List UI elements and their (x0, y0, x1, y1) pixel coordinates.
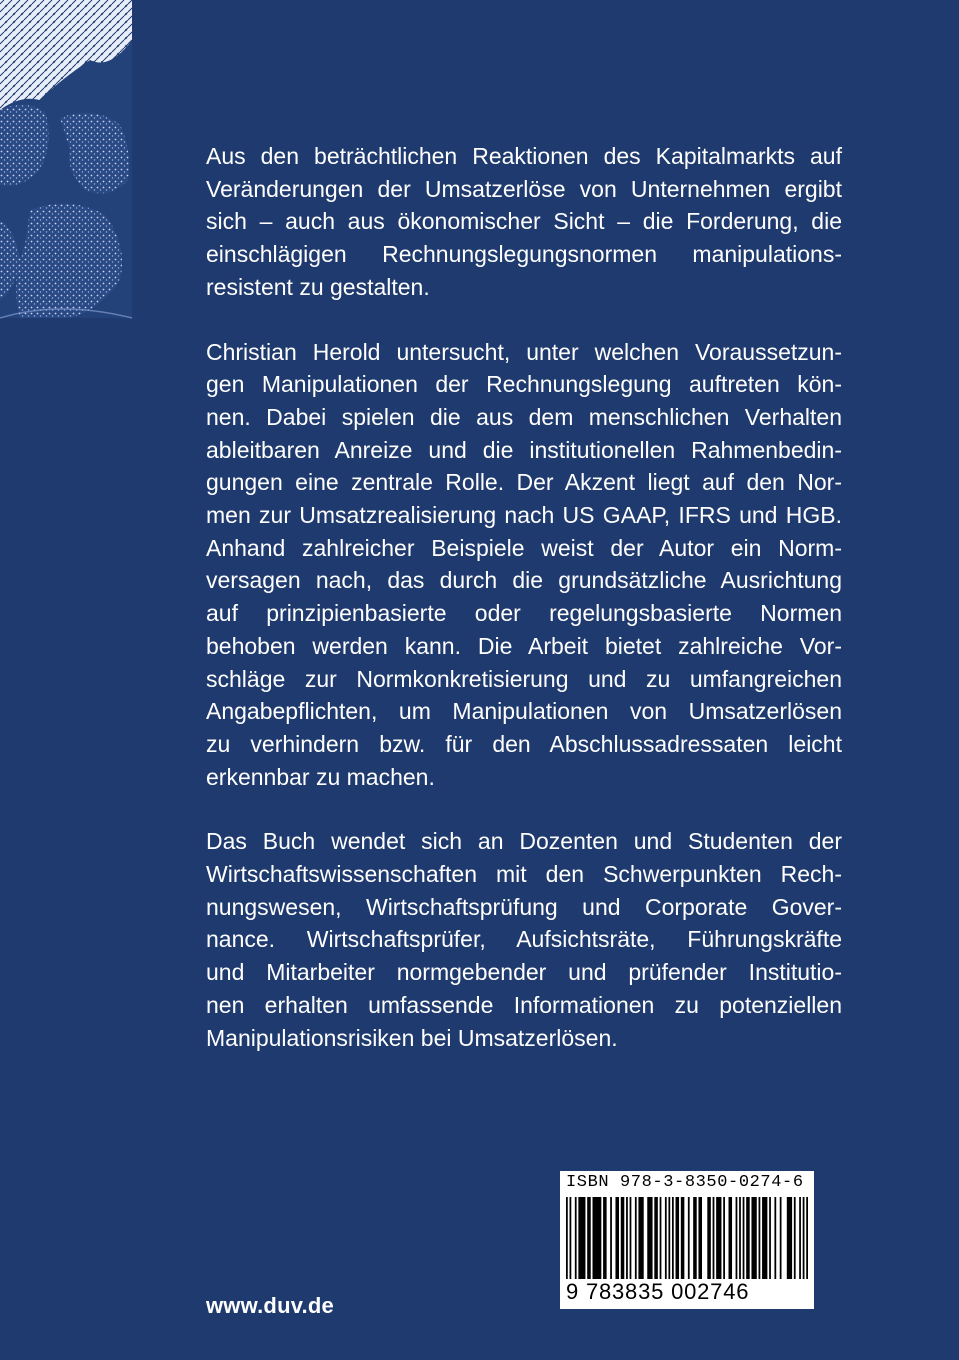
barcode-bar (806, 1197, 808, 1279)
text-line: nungswesen, Wirtschaftsprüfung und Corporate Gover- (206, 893, 842, 920)
barcode-bar (698, 1197, 702, 1279)
publisher-website: www.duv.de (206, 1293, 334, 1318)
barcode-bar (654, 1197, 658, 1279)
text-line: schläge zur Normkonkretisierung und zu umfangreichen (206, 665, 842, 692)
barcode-bar (593, 1197, 602, 1279)
barcode-bar (566, 1197, 568, 1279)
isbn-barcode (560, 1171, 814, 1309)
barcode-bar (672, 1197, 674, 1279)
text-line: Christian Herold untersucht, unter welchen Voraussetzun- (206, 338, 842, 365)
barcode-bar (603, 1197, 607, 1279)
text-line: resistent zu gestalten. (206, 273, 430, 300)
barcode-bar (610, 1197, 612, 1279)
world-map-graphic (0, 0, 136, 393)
barcode-bar (578, 1197, 585, 1279)
barcode-bar (799, 1197, 801, 1279)
barcode-bar (759, 1197, 761, 1279)
barcode-bar (681, 1197, 685, 1279)
text-line: erkennbar zu machen. (206, 763, 435, 790)
text-line: auf prinzipienbasierte oder regelungsbasierte Normen (206, 600, 842, 627)
barcode-bar (668, 1197, 670, 1279)
barcode-bars (566, 1197, 808, 1279)
text-line: Aus den beträchtlichen Reaktionen des Kapitalmarkts auf (206, 143, 842, 169)
text-line: sich – auch aus ökonomischer Sicht – die Forderung, die (206, 208, 842, 235)
barcode-bar (570, 1197, 572, 1279)
ean-digits: 9 783835 002746 (566, 1279, 750, 1304)
text-line: gen Manipulationen der Rechnungslegung auftreten kön- (206, 371, 842, 398)
text-line: men zur Umsatzrealisierung nach US GAAP, IFRS und HGB. (206, 502, 842, 529)
text-line: Manipulationsrisiken bei Umsatzerlösen. (206, 1024, 618, 1051)
barcode-bar (621, 1197, 625, 1279)
text-line: Das Buch wendet sich an Dozenten und Studenten der (206, 828, 842, 855)
text-line: nen erhalten umfassende Informationen zu potenziellen (206, 991, 842, 1018)
barcode-bar (794, 1197, 796, 1279)
text-line: nance. Wirtschaftsprüfer, Aufsichtsräte, Führungskräfte (206, 926, 842, 953)
text-line: einschlägigen Rechnungslegungsnormen manipulations- (206, 241, 842, 268)
barcode-bar (743, 1197, 745, 1279)
barcode-bar (769, 1197, 771, 1279)
barcode-bar (803, 1197, 805, 1279)
text-line: versagen nach, das durch die grundsätzliche Ausrichtung (206, 567, 842, 594)
barcode-bar (746, 1197, 750, 1279)
barcode-bar (762, 1197, 767, 1279)
blurb-paragraph-3 (206, 825, 842, 1054)
barcode-bar (615, 1197, 619, 1279)
text-line: Anhand zahlreicher Beispiele weist der Autor ein Norm- (206, 534, 842, 561)
text-line: ableitbaren Anreize und die institutionellen Rahmenbedin- (206, 436, 842, 463)
barcode-bar (638, 1197, 643, 1279)
barcode-bar (723, 1197, 725, 1279)
text-line: behoben werden kann. Die Arbeit bietet zahlreiche Vor- (206, 632, 842, 659)
barcode-bar (647, 1197, 652, 1279)
barcode-bar (739, 1197, 741, 1279)
barcode-bar (587, 1197, 591, 1279)
barcode-bar (707, 1197, 711, 1279)
blurb-text (206, 140, 842, 1086)
isbn-label: ISBN 978-3-8350-0274-6 (566, 1173, 804, 1192)
barcode-bar (688, 1197, 690, 1279)
barcode-bar (635, 1197, 637, 1279)
blurb-paragraph-1 (206, 140, 842, 304)
barcode-bar (736, 1197, 738, 1279)
barcode-bar (676, 1197, 680, 1279)
barcode-bar (660, 1197, 662, 1279)
barcode-bar (665, 1197, 667, 1279)
barcode-bar (774, 1197, 776, 1279)
barcode-bar (693, 1197, 697, 1279)
barcode-bar (729, 1197, 733, 1279)
text-line: Veränderungen der Umsatzerlöse von Unternehmen ergibt (206, 175, 842, 202)
world-map-image (0, 0, 136, 393)
barcode-bar (716, 1197, 721, 1279)
barcode-bar (575, 1197, 577, 1279)
text-line: zu verhindern bzw. für den Abschlussadressaten leicht (206, 730, 842, 757)
blurb-paragraph-2 (206, 336, 842, 794)
barcode-bar (713, 1197, 715, 1279)
text-line: nen. Dabei spielen die aus dem menschlichen Verhalten (206, 403, 842, 430)
barcode-bar (787, 1197, 792, 1279)
barcode-bar (780, 1197, 782, 1279)
text-line: Angabepflichten, um Manipulationen von Umsatzerlösen (206, 698, 842, 725)
text-line: und Mitarbeiter normgebender und prüfender Institutio- (206, 959, 842, 986)
text-line: gungen eine zentrale Rolle. Der Akzent liegt auf den Nor- (206, 469, 842, 496)
barcode-bar (630, 1197, 632, 1279)
barcode-bar (751, 1197, 756, 1279)
text-line: Wirtschaftswissenschaften mit den Schwerpunkten Rech- (206, 861, 842, 888)
barcode-bar (626, 1197, 628, 1279)
